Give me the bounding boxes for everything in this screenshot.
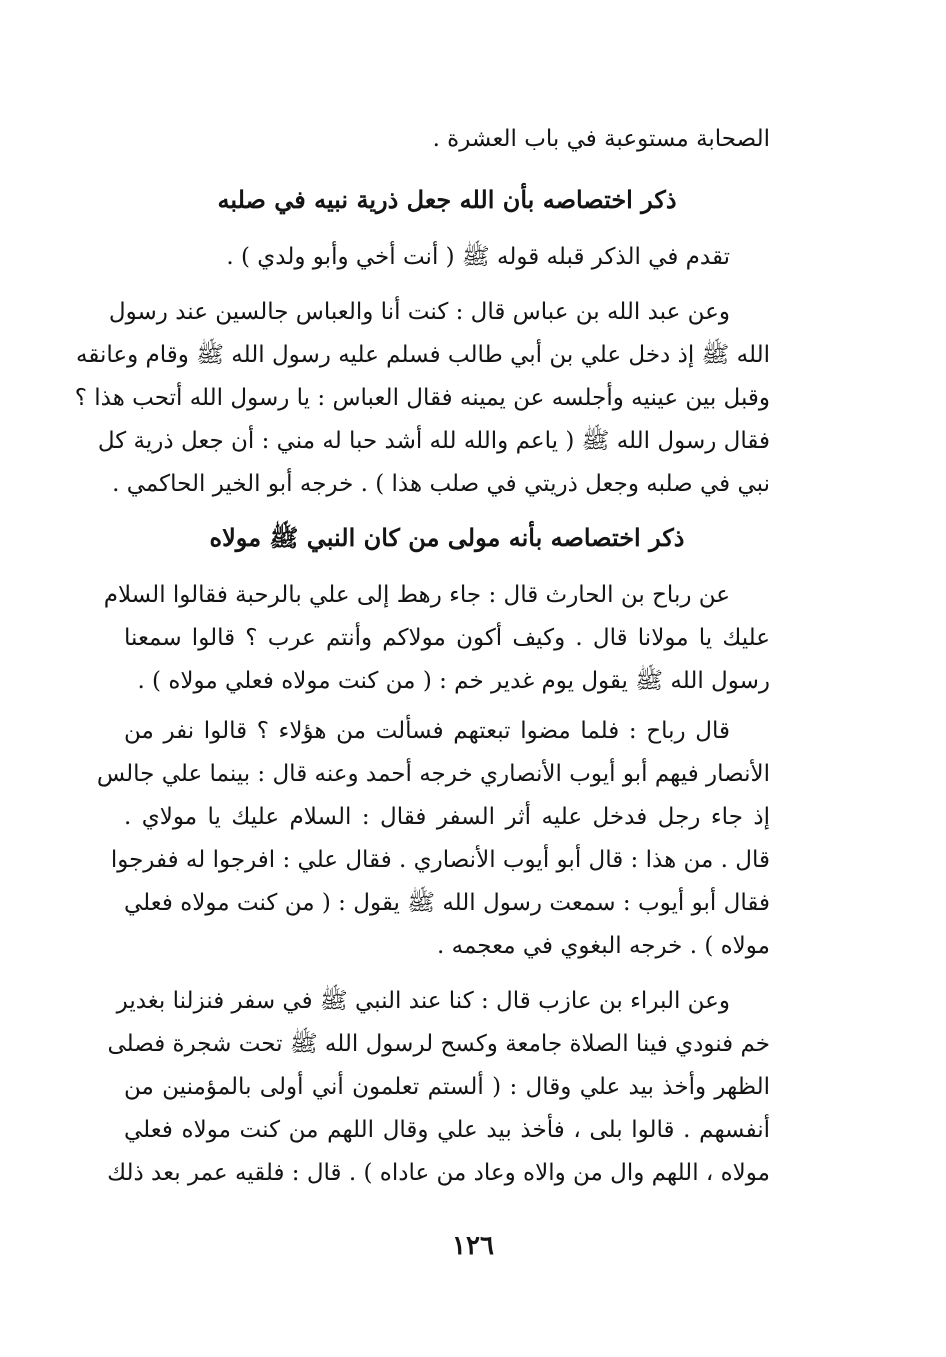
page-number: ١٢٦ xyxy=(452,1231,494,1261)
paragraph-line: الله ﷺ إذ دخل علي بن أبي طالب فسلم عليه رسول الله ﷺ وقام وعانقه xyxy=(76,342,770,368)
paragraph-line: وعن عبد الله بن عباس قال : كنت أنا والعباس جالسين عند رسول xyxy=(108,299,730,325)
paragraph-line: وقبل بين عينيه وأجلسه عن يمينه فقال العباس : يا رسول الله أتحب هذا ؟ xyxy=(74,385,770,411)
paragraph-line: أنفسهم . قالوا بلى ، فأخذ بيد علي وقال اللهم من كنت مولاه فعلي xyxy=(124,1117,770,1143)
paragraph-line: قال . من هذا : قال أبو أيوب الأنصاري . فقال علي : افرجوا له ففرجوا xyxy=(110,847,770,873)
paragraph-line: الظهر وأخذ بيد علي وقال : ( ألستم تعلمون أني أولى بالمؤمنين من xyxy=(124,1074,770,1100)
paragraph-line: فقال أبو أيوب : سمعت رسول الله ﷺ يقول : ( من كنت مولاه فعلي xyxy=(124,890,770,916)
section2-paragraph-1 xyxy=(103,574,770,703)
section-heading-lineage: ذكر اختصاصه بأن الله جعل ذرية نبيه في صلبه xyxy=(217,185,677,214)
section-heading-mawla: ذكر اختصاصه بأنه مولى من كان النبي ﷺ مولاه xyxy=(209,523,685,552)
paragraph-line: رسول الله ﷺ يقول يوم غدير خم : ( من كنت مولاه فعلي مولاه ) . xyxy=(137,668,770,694)
paragraph-line: خم فنودي فينا الصلاة جامعة وكسح لرسول الله ﷺ تحت شجرة فصلى xyxy=(107,1031,770,1057)
note-line: تقدم في الذكر قبله قوله ﷺ ( أنت أخي وأبو ولدي ) . xyxy=(226,244,730,270)
paragraph-line: عن رباح بن الحارث قال : جاء رهط إلى علي بالرحبة فقالوا السلام xyxy=(103,582,730,608)
paragraph-line: فقال رسول الله ﷺ ( ياعم والله لله أشد حبا له مني : أن جعل ذرية كل xyxy=(97,428,770,454)
paragraph-line: عليك يا مولانا قال . وكيف أكون مولاكم وأنتم عرب ؟ قالوا سمعنا xyxy=(124,625,770,651)
paragraph-line: مولاه ، اللهم وال من والاه وعاد من عاداه ) . قال : فلقيه عمر بعد ذلك xyxy=(107,1160,770,1186)
paragraph-line: وعن البراء بن عازب قال : كنا عند النبي ﷺ في سفر فنزلنا بغدير xyxy=(116,988,730,1014)
paragraph-line: مولاه ) . خرجه البغوي في معجمه . xyxy=(437,933,770,959)
section2-paragraph-3 xyxy=(107,980,770,1195)
paragraph-line: الأنصار فيهم أبو أيوب الأنصاري خرجه أحمد وعنه قال : بينما علي جالس xyxy=(96,761,770,787)
intro-line: الصحابة مستوعبة في باب العشرة . xyxy=(432,126,770,152)
section2-paragraph-2 xyxy=(96,710,770,968)
section1-note xyxy=(124,236,770,279)
paragraph-line: قال رباح : فلما مضوا تبعتهم فسألت من هؤلاء ؟ قالوا نفر من xyxy=(124,718,730,744)
paragraph-line: نبي في صلبه وجعل ذريتي في صلب هذا ) . خرجه أبو الخير الحاكمي . xyxy=(112,471,770,497)
section1-paragraph xyxy=(74,291,770,506)
intro-text xyxy=(124,118,770,161)
paragraph-line: إذ جاء رجل فدخل عليه أثر السفر فقال : السلام عليك يا مولاي . xyxy=(124,804,770,830)
